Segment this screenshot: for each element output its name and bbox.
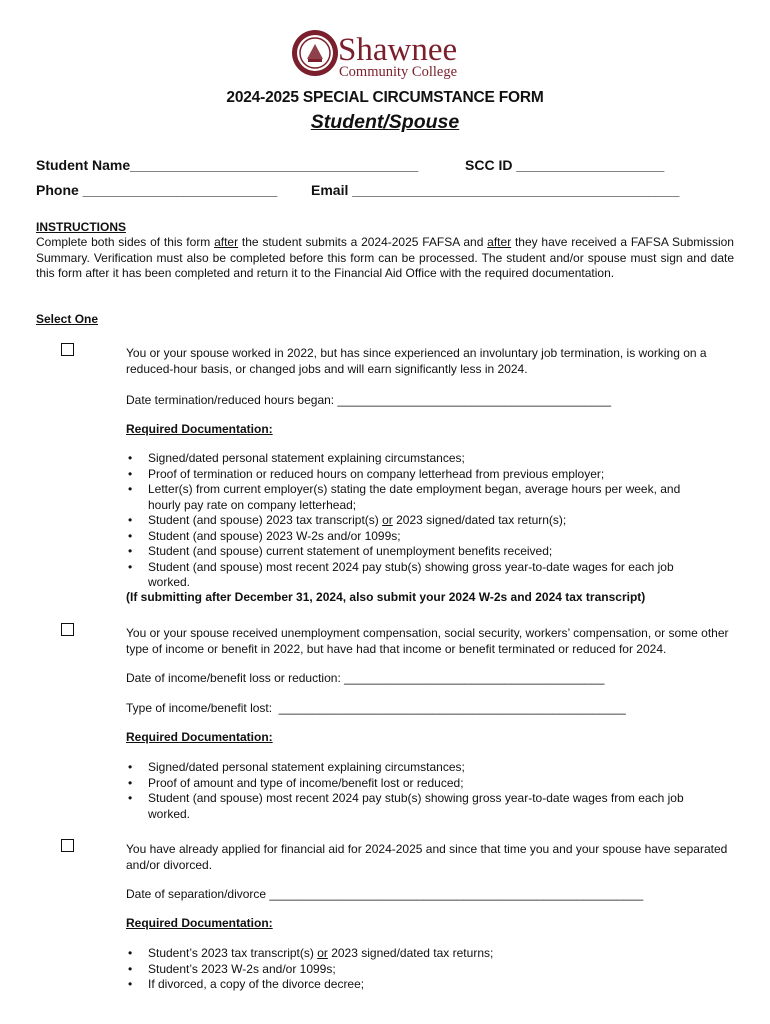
list-item: • Student (and spouse) 2023 tax transcript(s) or 2023 signed/dated tax return(s); [126, 513, 716, 529]
logo-subtitle: Community College [339, 64, 458, 80]
option-1-date-field[interactable]: Date termination/reduced hours began: _________________________________________ [126, 393, 612, 407]
logo-wordmark: Shawnee [338, 32, 458, 68]
option-2-required-heading: Required Documentation: [126, 730, 273, 744]
option-2-date-field[interactable]: Date of income/benefit loss or reduction: _______________________________________ [126, 671, 605, 685]
student-name-field[interactable]: Student Name_____________________________________ [36, 157, 419, 173]
option-3-doc-list [126, 946, 716, 993]
list-item: • If divorced, a copy of the divorce decree; [126, 977, 716, 993]
option-2-doc-list [126, 760, 716, 822]
list-item: • Student (and spouse) most recent 2024 pay stub(s) showing gross year-to-date wages from each job worked. [126, 791, 716, 822]
option-1-note: (If submitting after December 31, 2024, also submit your 2024 W-2s and 2024 tax transcript) [126, 590, 646, 604]
college-logo [290, 26, 490, 84]
select-one-heading: Select One [36, 312, 99, 326]
option-2-text: You or your spouse received unemployment compensation, social security, workers’ compensation, or some other type of income or benefit in 2022, but have had that income or benefit terminated or reduced for 2024. [126, 626, 729, 656]
option-2-type-field[interactable]: Type of income/benefit lost: ____________________________________________________ [126, 701, 626, 715]
list-item: • Student’s 2023 tax transcript(s) or 2023 signed/dated tax returns; [126, 946, 716, 962]
instructions-heading: INSTRUCTIONS [36, 220, 126, 234]
list-item: • Student (and spouse) most recent 2024 pay stub(s) showing gross year-to-date wages for each job worked. [126, 560, 716, 591]
instructions-text: Complete both sides of this form after the student submits a 2024-2025 FAFSA and after they have received a FAFSA Submission Summary. Verification must also be completed before this form can be processed. The student and/or spouse must sign and date this form after it has been completed and return it to the Financial Aid Office with the required documentation. [36, 235, 734, 280]
list-item: • Signed/dated personal statement explaining circumstances; [126, 760, 716, 776]
list-item: • Student (and spouse) 2023 W-2s and/or 1099s; [126, 529, 716, 545]
option-1-doc-list [126, 451, 716, 591]
scc-id-field[interactable]: SCC ID ___________________ [465, 157, 665, 173]
phone-field[interactable]: Phone _________________________ [36, 182, 278, 198]
list-item: • Signed/dated personal statement explaining circumstances; [126, 451, 716, 467]
email-field[interactable]: Email __________________________________________ [311, 182, 680, 198]
form-subtitle: Student/Spouse [310, 111, 460, 133]
option-3-checkbox[interactable] [61, 839, 74, 852]
option-3-date-field[interactable]: Date of separation/divorce ________________________________________________________ [126, 887, 644, 901]
option-3-text: You have already applied for financial aid for 2024-2025 and since that time you and your spouse have separated and/or divorced. [126, 842, 728, 872]
option-1-checkbox[interactable] [61, 343, 74, 356]
list-item: • Proof of termination or reduced hours on company letterhead from previous employer; [126, 467, 716, 483]
option-1-required-heading: Required Documentation: [126, 422, 273, 436]
list-item: • Student (and spouse) current statement of unemployment benefits received; [126, 544, 716, 560]
list-item: • Proof of amount and type of income/benefit lost or reduced; [126, 776, 716, 792]
option-2-checkbox[interactable] [61, 623, 74, 636]
form-title: 2024-2025 SPECIAL CIRCUMSTANCE FORM [226, 89, 544, 106]
list-item: • Letter(s) from current employer(s) stating the date employment began, average hours per week, and hourly pay rate on company letterhead; [126, 482, 716, 513]
option-3-required-heading: Required Documentation: [126, 916, 273, 930]
list-item: • Student’s 2023 W-2s and/or 1099s; [126, 962, 716, 978]
option-1-text: You or your spouse worked in 2022, but has since experienced an involuntary job termination, is working on a reduced-hour basis, or changed jobs and will earn significantly less in 2024. [126, 346, 707, 376]
